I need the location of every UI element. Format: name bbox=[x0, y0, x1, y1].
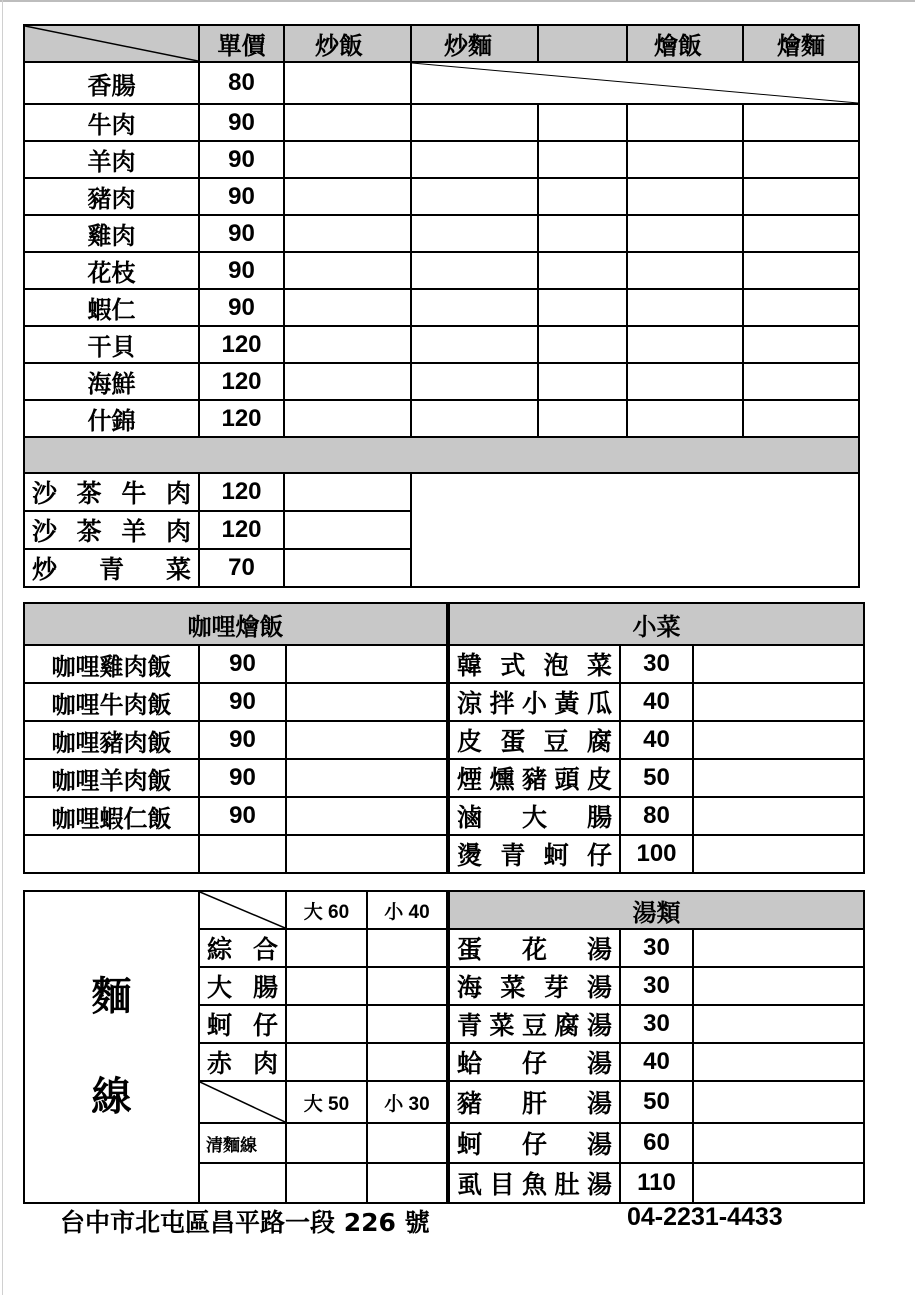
size-diagonal-cell bbox=[199, 1081, 286, 1123]
soup-item-name: 豬肝湯 bbox=[448, 1081, 620, 1123]
blank-cell bbox=[538, 178, 627, 215]
side-item-name: 皮蛋豆腐 bbox=[448, 721, 620, 759]
blank-cell bbox=[743, 252, 859, 289]
blank-cell bbox=[286, 1123, 367, 1163]
blank-cell bbox=[286, 1163, 367, 1203]
blank-cell bbox=[693, 1123, 864, 1163]
side-item-name: 韓式泡菜 bbox=[448, 645, 620, 683]
diagonal-line bbox=[200, 892, 285, 928]
misua-title-cell bbox=[24, 891, 199, 1203]
curry-item-name: 咖哩豬肉飯 bbox=[24, 721, 199, 759]
blank-cell bbox=[538, 215, 627, 252]
blank-cell bbox=[693, 1163, 864, 1203]
blank-cell bbox=[284, 141, 411, 178]
blank-cell bbox=[627, 141, 743, 178]
blank-cell bbox=[284, 62, 411, 104]
blank-cell bbox=[284, 178, 411, 215]
soup-item-price: 30 bbox=[620, 967, 693, 1005]
side-item-price: 30 bbox=[620, 645, 693, 683]
page-left-border bbox=[2, 0, 3, 1295]
side-item-price: 80 bbox=[620, 797, 693, 835]
size-diagonal-cell bbox=[199, 891, 286, 929]
blank-cell bbox=[627, 215, 743, 252]
misua-item-name: 大腸 bbox=[199, 967, 286, 1005]
diagonal-line bbox=[412, 63, 858, 103]
blank-cell bbox=[693, 835, 864, 873]
blank-cell bbox=[743, 141, 859, 178]
blank-cell bbox=[693, 683, 864, 721]
soup-item-price: 40 bbox=[620, 1043, 693, 1081]
side-item-name: 涼拌小黃瓜 bbox=[448, 683, 620, 721]
sides-title: 小菜 bbox=[448, 603, 864, 645]
blank-cell bbox=[538, 363, 627, 400]
curry-item-name: 咖哩蝦仁飯 bbox=[24, 797, 199, 835]
misua-plain-name: 清麵線 bbox=[199, 1123, 286, 1163]
blank-cell bbox=[743, 104, 859, 141]
header-fried-rice: 炒飯 bbox=[284, 25, 411, 62]
blank-cell bbox=[627, 326, 743, 363]
item-name: 香腸 bbox=[24, 62, 199, 104]
soups-title: 湯類 bbox=[448, 891, 864, 929]
page-top-border bbox=[0, 0, 915, 2]
misua-item-name: 赤肉 bbox=[199, 1043, 286, 1081]
blank-cell bbox=[627, 252, 743, 289]
item-name: 干貝 bbox=[24, 326, 199, 363]
item-price: 120 bbox=[199, 400, 284, 437]
blank-cell bbox=[693, 759, 864, 797]
soup-item-name: 蛋花湯 bbox=[448, 929, 620, 967]
side-item-price: 40 bbox=[620, 683, 693, 721]
blank-cell bbox=[286, 1005, 367, 1043]
soup-item-name: 蚵仔湯 bbox=[448, 1123, 620, 1163]
blank-cell bbox=[199, 1163, 286, 1203]
item-price: 90 bbox=[199, 141, 284, 178]
soup-item-name: 虱目魚肚湯 bbox=[448, 1163, 620, 1203]
extra-item-price: 120 bbox=[199, 473, 284, 511]
item-name: 牛肉 bbox=[24, 104, 199, 141]
blank-cell bbox=[693, 1081, 864, 1123]
size-small-header: 小 40 bbox=[367, 891, 448, 929]
blank-cell bbox=[411, 178, 538, 215]
blank-cell bbox=[743, 215, 859, 252]
curry-item-price: 90 bbox=[199, 797, 286, 835]
header-blank bbox=[538, 25, 627, 62]
blank-cell bbox=[367, 1123, 448, 1163]
extra-item-price: 120 bbox=[199, 511, 284, 549]
misua-title-bottom: 線 bbox=[91, 1074, 132, 1120]
blank-cell bbox=[693, 797, 864, 835]
curry-item-name: 咖哩雞肉飯 bbox=[24, 645, 199, 683]
item-name: 什錦 bbox=[24, 400, 199, 437]
blank-cell bbox=[286, 645, 448, 683]
blank-cell bbox=[367, 967, 448, 1005]
item-price: 120 bbox=[199, 363, 284, 400]
blank-cell bbox=[538, 326, 627, 363]
blank-cell bbox=[284, 549, 411, 587]
header-price: 單價 bbox=[199, 25, 284, 62]
curry-sides-table bbox=[23, 602, 865, 874]
blank-cell bbox=[693, 645, 864, 683]
soup-item-price: 50 bbox=[620, 1081, 693, 1123]
blank-cell bbox=[286, 967, 367, 1005]
corner-diagonal-cell bbox=[24, 25, 199, 62]
blank-cell bbox=[199, 835, 286, 873]
blank-cell bbox=[538, 252, 627, 289]
blank-cell bbox=[367, 1005, 448, 1043]
soup-item-name: 青菜豆腐湯 bbox=[448, 1005, 620, 1043]
blank-cell bbox=[627, 178, 743, 215]
item-name: 海鮮 bbox=[24, 363, 199, 400]
blank-area bbox=[411, 473, 859, 587]
blank-cell bbox=[284, 511, 411, 549]
curry-item-name: 咖哩羊肉飯 bbox=[24, 759, 199, 797]
blank-cell bbox=[743, 363, 859, 400]
blank-cell bbox=[284, 473, 411, 511]
unavailable-diagonal-cell bbox=[411, 62, 859, 104]
blank-cell bbox=[627, 289, 743, 326]
blank-cell bbox=[538, 104, 627, 141]
blank-cell bbox=[284, 326, 411, 363]
size-large-header: 大 60 bbox=[286, 891, 367, 929]
blank-cell bbox=[693, 967, 864, 1005]
item-price: 90 bbox=[199, 178, 284, 215]
blank-cell bbox=[367, 1043, 448, 1081]
item-price: 90 bbox=[199, 215, 284, 252]
blank-cell bbox=[286, 721, 448, 759]
item-price: 90 bbox=[199, 104, 284, 141]
side-item-price: 50 bbox=[620, 759, 693, 797]
blank-cell bbox=[693, 721, 864, 759]
soup-item-price: 30 bbox=[620, 1005, 693, 1043]
soup-item-price: 110 bbox=[620, 1163, 693, 1203]
header-gravy-rice: 燴飯 bbox=[627, 25, 743, 62]
blank-cell bbox=[286, 683, 448, 721]
soup-item-price: 30 bbox=[620, 929, 693, 967]
blank-cell bbox=[743, 178, 859, 215]
extra-item-name: 沙茶牛肉 bbox=[24, 473, 199, 511]
side-item-price: 40 bbox=[620, 721, 693, 759]
misua-item-name: 蚵仔 bbox=[199, 1005, 286, 1043]
footer-address: 台中市北屯區昌平路一段 226 號 bbox=[60, 1208, 430, 1237]
noodles-soups-table bbox=[23, 890, 865, 1204]
blank-cell bbox=[411, 215, 538, 252]
blank-cell bbox=[367, 1163, 448, 1203]
soup-item-name: 蛤仔湯 bbox=[448, 1043, 620, 1081]
blank-cell bbox=[284, 289, 411, 326]
item-price: 90 bbox=[199, 289, 284, 326]
blank-cell bbox=[693, 929, 864, 967]
blank-cell bbox=[284, 400, 411, 437]
item-name: 雞肉 bbox=[24, 215, 199, 252]
blank-cell bbox=[411, 104, 538, 141]
blank-cell bbox=[627, 400, 743, 437]
item-name: 蝦仁 bbox=[24, 289, 199, 326]
item-price: 120 bbox=[199, 326, 284, 363]
curry-item-price: 90 bbox=[199, 759, 286, 797]
blank-cell bbox=[411, 400, 538, 437]
blank-cell bbox=[627, 363, 743, 400]
footer-phone: 04-2231-4433 bbox=[627, 1203, 783, 1231]
blank-cell bbox=[411, 363, 538, 400]
curry-title: 咖哩燴飯 bbox=[24, 603, 448, 645]
soup-item-price: 60 bbox=[620, 1123, 693, 1163]
blank-cell bbox=[743, 400, 859, 437]
blank-cell bbox=[743, 326, 859, 363]
curry-item-price: 90 bbox=[199, 721, 286, 759]
blank-cell bbox=[411, 289, 538, 326]
item-price: 80 bbox=[199, 62, 284, 104]
blank-cell bbox=[693, 1043, 864, 1081]
blank-cell bbox=[284, 104, 411, 141]
blank-cell bbox=[286, 759, 448, 797]
blank-cell bbox=[538, 141, 627, 178]
curry-item-price: 90 bbox=[199, 645, 286, 683]
curry-item-price: 90 bbox=[199, 683, 286, 721]
blank-cell bbox=[286, 835, 448, 873]
curry-item-name: 咖哩牛肉飯 bbox=[24, 683, 199, 721]
blank-cell bbox=[627, 104, 743, 141]
side-item-name: 滷大腸 bbox=[448, 797, 620, 835]
side-item-name: 煙燻豬頭皮 bbox=[448, 759, 620, 797]
blank-cell bbox=[286, 929, 367, 967]
main-menu-table bbox=[23, 24, 860, 588]
blank-cell bbox=[538, 289, 627, 326]
header-fried-noodle: 炒麵 bbox=[411, 25, 538, 62]
side-item-price: 100 bbox=[620, 835, 693, 873]
blank-cell bbox=[411, 326, 538, 363]
blank-cell bbox=[284, 363, 411, 400]
blank-cell bbox=[286, 797, 448, 835]
diagonal-line bbox=[200, 1082, 285, 1122]
extra-item-price: 70 bbox=[199, 549, 284, 587]
item-name: 羊肉 bbox=[24, 141, 199, 178]
blank-cell bbox=[284, 252, 411, 289]
blank-cell bbox=[693, 1005, 864, 1043]
side-item-name: 燙青蚵仔 bbox=[448, 835, 620, 873]
size-small-header: 小 30 bbox=[367, 1081, 448, 1123]
size-large-header: 大 50 bbox=[286, 1081, 367, 1123]
extra-item-name: 炒青菜 bbox=[24, 549, 199, 587]
blank-cell bbox=[411, 141, 538, 178]
extra-item-name: 沙茶羊肉 bbox=[24, 511, 199, 549]
blank-cell bbox=[284, 215, 411, 252]
item-name: 花枝 bbox=[24, 252, 199, 289]
blank-cell bbox=[743, 289, 859, 326]
item-name: 豬肉 bbox=[24, 178, 199, 215]
blank-cell bbox=[367, 929, 448, 967]
misua-item-name: 綜合 bbox=[199, 929, 286, 967]
separator-band bbox=[24, 437, 859, 473]
blank-cell bbox=[24, 835, 199, 873]
blank-cell bbox=[286, 1043, 367, 1081]
soup-item-name: 海菜芽湯 bbox=[448, 967, 620, 1005]
header-gravy-noodle: 燴麵 bbox=[743, 25, 859, 62]
diagonal-line bbox=[25, 26, 198, 61]
item-price: 90 bbox=[199, 252, 284, 289]
blank-cell bbox=[538, 400, 627, 437]
blank-cell bbox=[411, 252, 538, 289]
misua-title-top: 麵 bbox=[91, 974, 132, 1020]
